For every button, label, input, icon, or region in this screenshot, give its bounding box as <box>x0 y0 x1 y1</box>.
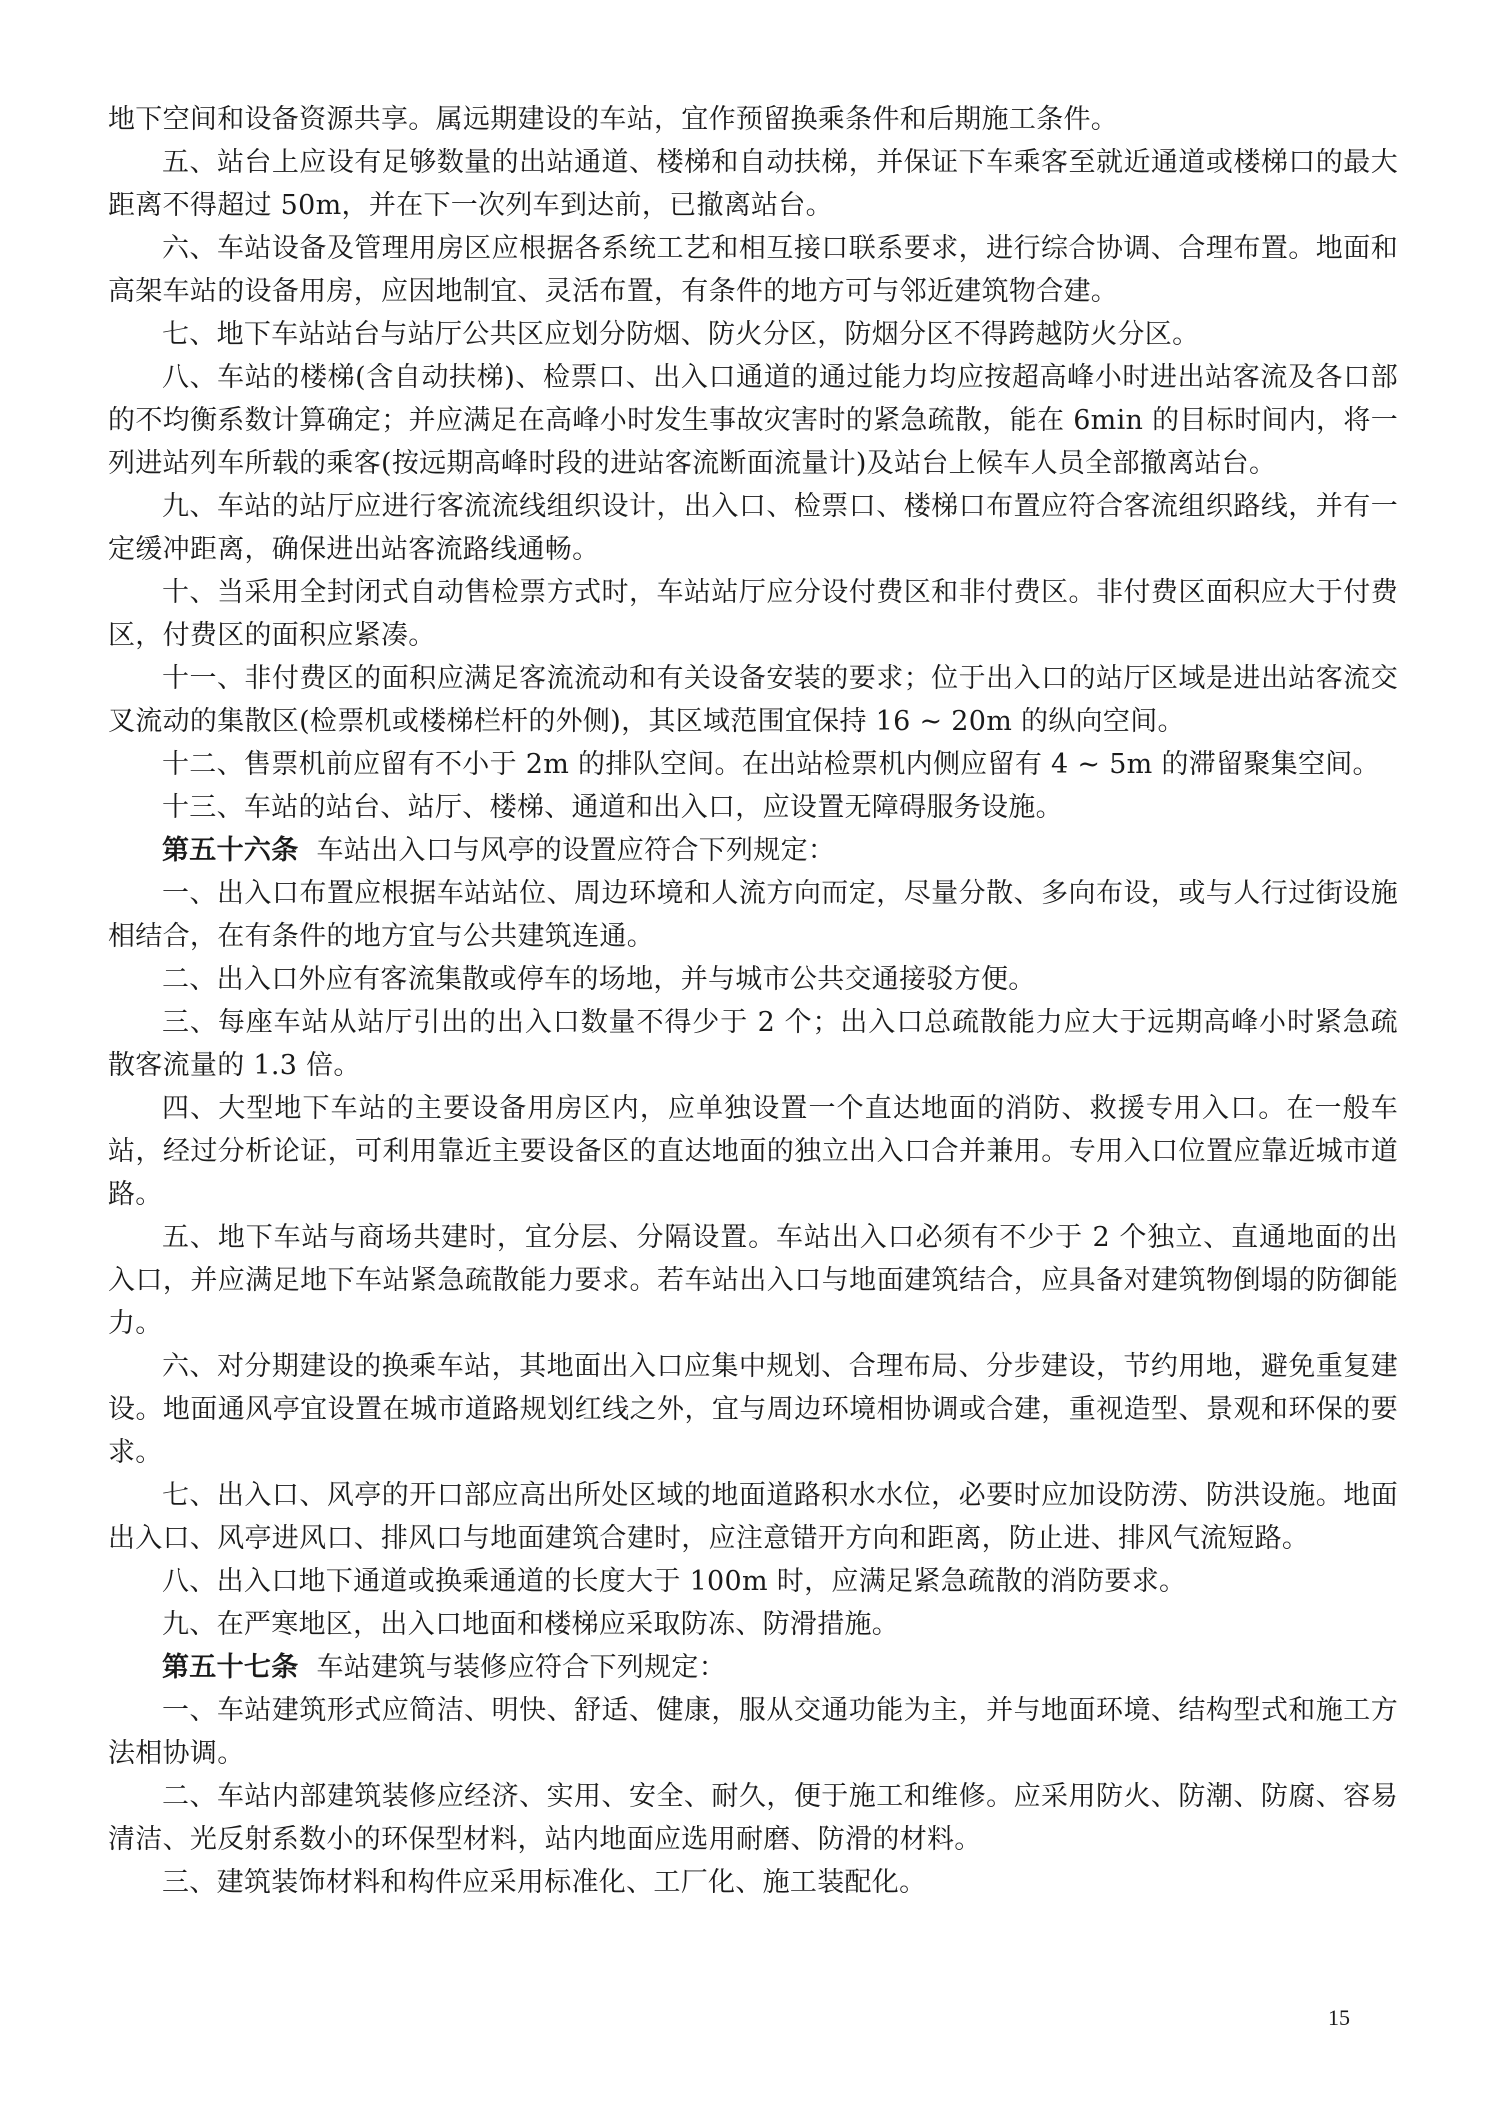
paragraph-text: 三、每座车站从站厅引出的出入口数量不得少于 2 个；出入口总疏散能力应大于远期高峰小时紧急疏散客流量的 1.3 倍。 <box>108 1007 1398 1081</box>
paragraph-text: 车站出入口与风亭的设置应符合下列规定： <box>316 835 836 866</box>
paragraph-text: 十一、非付费区的面积应满足客流流动和有关设备安装的要求；位于出入口的站厅区域是进出站客流交叉流动的集散区(检票机或楼梯栏杆的外侧)，其区域范围宜保持 16 ~ 20m 的纵向空间。 <box>108 663 1398 737</box>
paragraph <box>108 1345 1398 1474</box>
paragraph-text: 六、车站设备及管理用房区应根据各系统工艺和相互接口联系要求，进行综合协调、合理布置。地面和高架车站的设备用房，应因地制宜、灵活布置，有条件的地方可与邻近建筑物合建。 <box>108 233 1398 307</box>
paragraph-text: 车站建筑与装修应符合下列规定： <box>316 1652 726 1683</box>
paragraph-text: 四、大型地下车站的主要设备用房区内，应单独设置一个直达地面的消防、救援专用入口。在一般车站，经过分析论证，可利用靠近主要设备区的直达地面的独立出入口合并兼用。专用入口位置应靠近城市道路。 <box>108 1093 1398 1210</box>
article-number: 第五十六条 <box>162 835 299 866</box>
paragraph-text: 八、出入口地下通道或换乘通道的长度大于 100m 时，应满足紧急疏散的消防要求。 <box>162 1566 1187 1597</box>
paragraph-text: 五、站台上应设有足够数量的出站通道、楼梯和自动扶梯，并保证下车乘客至就近通道或楼梯口的最大距离不得超过 50m，并在下一次列车到达前，已撤离站台。 <box>108 147 1398 221</box>
paragraph <box>108 786 1398 829</box>
paragraph <box>108 485 1398 571</box>
paragraph-text: 一、车站建筑形式应简洁、明快、舒适、健康，服从交通功能为主，并与地面环境、结构型式和施工方法相协调。 <box>108 1695 1398 1769</box>
paragraph-text: 八、车站的楼梯(含自动扶梯)、检票口、出入口通道的通过能力均应按超高峰小时进出站客流及各口部的不均衡系数计算确定；并应满足在高峰小时发生事故灾害时的紧急疏散，能在 6min 的目标时间内，将一列进站列车所载的乘客(按远期高峰时段的进站客流断面流量计)及站台上候车人员全部撤离站台。 <box>108 362 1398 479</box>
page-number: 15 <box>1328 2005 1350 2030</box>
paragraph <box>108 571 1398 657</box>
paragraph <box>108 958 1398 1001</box>
document-body <box>108 98 1398 1904</box>
paragraph <box>108 1560 1398 1603</box>
paragraph <box>108 98 1398 141</box>
paragraph-text: 十二、售票机前应留有不小于 2m 的排队空间。在出站检票机内侧应留有 4 ~ 5m 的滞留聚集空间。 <box>162 749 1380 780</box>
paragraph <box>108 1689 1398 1775</box>
paragraph-text: 二、出入口外应有客流集散或停车的场地，并与城市公共交通接驳方便。 <box>162 964 1036 995</box>
paragraph-text: 一、出入口布置应根据车站站位、周边环境和人流方向而定，尽量分散、多向布设，或与人行过街设施相结合，在有条件的地方宜与公共建筑连通。 <box>108 878 1398 952</box>
article-number: 第五十七条 <box>162 1652 299 1683</box>
paragraph-text: 七、出入口、风亭的开口部应高出所处区域的地面道路积水水位，必要时应加设防涝、防洪设施。地面出入口、风亭进风口、排风口与地面建筑合建时，应注意错开方向和距离，防止进、排风气流短路。 <box>108 1480 1398 1554</box>
paragraph <box>108 227 1398 313</box>
paragraph-text: 五、地下车站与商场共建时，宜分层、分隔设置。车站出入口必须有不少于 2 个独立、直通地面的出入口，并应满足地下车站紧急疏散能力要求。若车站出入口与地面建筑结合，应具备对建筑物倒塌的防御能力。 <box>108 1222 1398 1339</box>
paragraph-text: 十三、车站的站台、站厅、楼梯、通道和出入口，应设置无障碍服务设施。 <box>162 792 1063 823</box>
paragraph-text: 六、对分期建设的换乘车站，其地面出入口应集中规划、合理布局、分步建设，节约用地，避免重复建设。地面通风亭宜设置在城市道路规划红线之外，宜与周边环境相协调或合建，重视造型、景观和环保的要求。 <box>108 1351 1398 1468</box>
paragraph <box>108 1861 1398 1904</box>
paragraph <box>108 1216 1398 1345</box>
paragraph <box>108 1603 1398 1646</box>
paragraph-text: 九、车站的站厅应进行客流流线组织设计，出入口、检票口、楼梯口布置应符合客流组织路线，并有一定缓冲距离，确保进出站客流路线通畅。 <box>108 491 1398 565</box>
paragraph-text: 地下空间和设备资源共享。属远期建设的车站，宜作预留换乘条件和后期施工条件。 <box>108 104 1119 135</box>
article-paragraph <box>108 829 1398 872</box>
paragraph <box>108 141 1398 227</box>
paragraph <box>108 1087 1398 1216</box>
article-paragraph <box>108 1646 1398 1689</box>
paragraph <box>108 356 1398 485</box>
paragraph-text: 三、建筑装饰材料和构件应采用标准化、工厂化、施工装配化。 <box>162 1867 927 1898</box>
paragraph <box>108 1775 1398 1861</box>
paragraph <box>108 872 1398 958</box>
paragraph <box>108 657 1398 743</box>
paragraph-text: 十、当采用全封闭式自动售检票方式时，车站站厅应分设付费区和非付费区。非付费区面积应大于付费区，付费区的面积应紧凑。 <box>108 577 1398 651</box>
paragraph <box>108 1001 1398 1087</box>
paragraph-text: 二、车站内部建筑装修应经济、实用、安全、耐久，便于施工和维修。应采用防火、防潮、防腐、容易清洁、光反射系数小的环保型材料，站内地面应选用耐磨、防滑的材料。 <box>108 1781 1398 1855</box>
paragraph <box>108 743 1398 786</box>
paragraph <box>108 1474 1398 1560</box>
paragraph-text: 九、在严寒地区，出入口地面和楼梯应采取防冻、防滑措施。 <box>162 1609 900 1640</box>
paragraph-text: 七、地下车站站台与站厅公共区应划分防烟、防火分区，防烟分区不得跨越防火分区。 <box>162 319 1200 350</box>
paragraph <box>108 313 1398 356</box>
